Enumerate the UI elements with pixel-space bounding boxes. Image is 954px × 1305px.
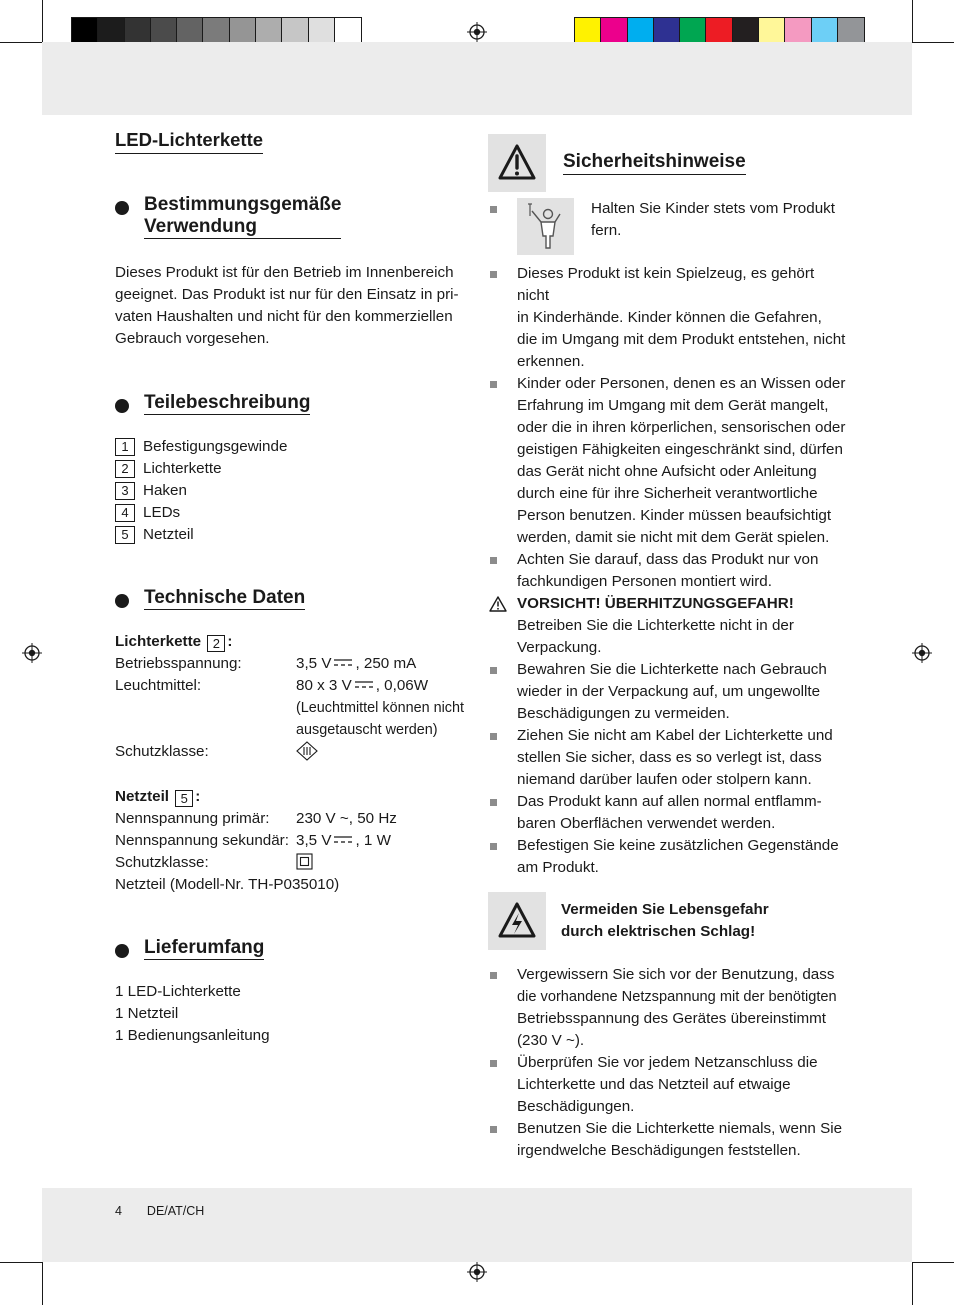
psu-model: Netzteil (Modell-Nr. TH-P035010) [115, 876, 340, 893]
color-swatch [72, 18, 98, 45]
color-swatch [203, 18, 229, 45]
safety-heading: Sicherheitshinweise [563, 150, 746, 175]
electric-safety-list [488, 964, 848, 1162]
bullet-dot [115, 594, 129, 608]
spec-row: Nennspannung sekundär: 3,5 V , 1 W [115, 832, 391, 849]
list-item: Vergewissern Sie sich vor der Benutzung, dass die vorhandene Netzspannung mit der benötigten Betriebsspannung des Gerätes übereinstimmt (230 V ~). [488, 964, 848, 1052]
dc-current-icon [333, 658, 353, 667]
list-item: 1 Netzteil [115, 1005, 179, 1022]
spec-row: (Leuchtmittel können nicht ausgetauscht werden) [296, 700, 464, 738]
page-title: LED-Lichterkette [115, 128, 263, 154]
crop-mark [912, 1262, 913, 1305]
tech-heading [115, 587, 465, 610]
part-number: 4 [115, 504, 135, 522]
list-item: Benutzen Sie die Lichterkette niemals, wenn Sie irgendwelche Beschädigungen feststellen. [488, 1118, 848, 1162]
color-swatch [838, 18, 864, 45]
bullet-square [490, 733, 497, 740]
color-swatch [335, 18, 361, 45]
delivery-title: Lieferumfang [144, 937, 265, 958]
bullet-dot [115, 944, 129, 958]
tech-title: Technische Daten [144, 587, 306, 608]
color-swatch [733, 18, 759, 45]
part-number: 2 [207, 635, 225, 652]
part-number: 2 [115, 460, 135, 478]
list-item: Kinder oder Personen, denen es an Wissen oder Erfahrung im Umgang mit dem Gerät mangelt, oder die in ihren körperlichen, sensorischen oder geistigen Fähigkeiten eingeschränkt sind, dürfen das Gerät nicht ohne Aufsicht oder Anleitung durch eine für ihre Sicherheit verantwortliche Person benutzen. Kinder müssen beaufsichtigt werden, damit sie nicht mit dem Gerät spielen. [488, 373, 848, 549]
intended-use-title: Bestimmungsgemäße Verwendung [144, 194, 342, 237]
bullet-square [490, 799, 497, 806]
color-swatch [785, 18, 811, 45]
electric-warning-title: Vermeiden Sie Lebensgefahr durch elektrischen Schlag! [561, 901, 769, 940]
warning-triangle-icon [488, 134, 546, 192]
bullet-square [490, 381, 497, 388]
bullet-dot [115, 201, 129, 215]
crop-mark [912, 0, 913, 42]
footer-band [42, 1188, 912, 1262]
intended-use-text: Dieses Produkt ist für den Betrieb im Innenbereich geeignet. Das Produkt ist nur für den Einsatz in pri- vaten Haushalten und nicht für den kommerziellen Gebrauch vorgesehen. [115, 264, 459, 347]
list-item: 1 Befestigungsgewinde [115, 436, 465, 458]
bullet-square [490, 271, 497, 278]
registration-mark-icon [912, 643, 932, 663]
warning-box [488, 134, 546, 192]
crop-mark [912, 1262, 954, 1263]
color-swatch [680, 18, 706, 45]
color-swatch [177, 18, 203, 45]
color-swatch [759, 18, 785, 45]
color-swatch [230, 18, 256, 45]
parts-title: Teilebeschreibung [144, 392, 311, 413]
color-swatch [706, 18, 732, 45]
warning-triangle-icon [489, 596, 507, 612]
list-item: 4 LEDs [115, 502, 465, 524]
delivery-list [115, 981, 465, 1047]
spec-row: Schutzklasse: [115, 741, 465, 764]
bullet-square [490, 972, 497, 979]
bullet-square [490, 1126, 497, 1133]
electric-warning-box [488, 892, 546, 950]
list-item: Das Produkt kann auf allen normal entflamm- baren Oberflächen verwendet werden. [488, 791, 848, 835]
locale-label: DE/AT/CH [146, 1204, 205, 1218]
bullet-square [490, 206, 497, 213]
psu-spec-heading: Netzteil 5 : [115, 788, 201, 806]
crop-mark [912, 42, 954, 43]
list-item: 1 Bedienungsanleitung [115, 1027, 270, 1044]
registration-mark-icon [22, 643, 42, 663]
part-number: 5 [115, 526, 135, 544]
crop-mark [42, 0, 43, 42]
page-footer [115, 1203, 204, 1219]
spec-row: Leuchtmittel: 80 x 3 V , 0,06W [115, 677, 429, 694]
color-swatch [151, 18, 177, 45]
list-item: Achten Sie darauf, dass das Produkt nur von fachkundigen Personen montiert wird. [488, 549, 848, 593]
color-swatch [575, 18, 601, 45]
crop-mark [0, 1262, 42, 1263]
part-number: 3 [115, 482, 135, 500]
protection-class-3-icon [296, 741, 318, 761]
left-column [115, 128, 465, 1047]
bullet-dot [115, 399, 129, 413]
list-item: Halten Sie Kinder stets vom Produkt fern. [488, 198, 848, 256]
list-item: Überprüfen Sie vor jedem Netzanschluss die Lichterkette und das Netzteil auf etwaige Beschädigungen. [488, 1052, 848, 1118]
caution-title: VORSICHT! ÜBERHITZUNGSGEFAHR! [517, 595, 794, 612]
list-item: 1 LED-Lichterkette [115, 983, 241, 1000]
color-swatch [628, 18, 654, 45]
bullet-square [490, 1060, 497, 1067]
list-item: 5 Netzteil [115, 524, 465, 546]
list-item: Ziehen Sie nicht am Kabel der Lichterkette und stellen Sie sicher, dass es so verlegt ist, dass niemand darüber laufen oder stolpern kann. [488, 725, 848, 791]
list-item: Befestigen Sie keine zusätzlichen Gegenstände am Produkt. [488, 835, 848, 879]
bullet-square [490, 557, 497, 564]
children-warning-icon [517, 198, 574, 255]
part-number: 5 [175, 790, 193, 807]
color-swatch [125, 18, 151, 45]
bullet-square [490, 667, 497, 674]
color-swatch [309, 18, 335, 45]
chain-spec-heading: Lichterkette 2 : [115, 633, 233, 651]
color-swatch [98, 18, 124, 45]
caution-item: VORSICHT! ÜBERHITZUNGSGEFAHR! Betreiben Sie die Lichterkette nicht in der Verpackung. [488, 593, 848, 659]
list-item: Bewahren Sie die Lichterkette nach Gebrauch wieder in der Verpackung auf, um ungewollte Beschädigungen zu vermeiden. [488, 659, 848, 725]
bullet-square [490, 843, 497, 850]
color-swatch [601, 18, 627, 45]
intended-use-heading [115, 194, 465, 239]
dc-current-icon [354, 680, 374, 689]
part-number: 1 [115, 438, 135, 456]
header-band [42, 42, 912, 115]
delivery-heading [115, 937, 465, 960]
color-swatch [282, 18, 308, 45]
list-item: Dieses Produkt ist kein Spielzeug, es gehört nicht in Kinderhände. Kinder können die Gefahren, die im Umgang mit dem Produkt entstehen, nicht erkennen. [488, 263, 848, 373]
registration-mark-icon [467, 22, 487, 42]
high-voltage-icon [488, 892, 546, 950]
page-number: 4 [115, 1204, 122, 1218]
parts-heading [115, 392, 465, 415]
registration-mark-icon [467, 1262, 487, 1282]
dc-current-icon [333, 835, 353, 844]
spec-row: Betriebsspannung: 3,5 V , 250 mA [115, 655, 417, 672]
list-item: 2 Lichterkette [115, 458, 465, 480]
color-swatch [654, 18, 680, 45]
color-swatch [256, 18, 282, 45]
list-item: 3 Haken [115, 480, 465, 502]
crop-mark [0, 42, 42, 43]
parts-list [115, 436, 465, 546]
color-swatch [812, 18, 838, 45]
spec-row: Nennspannung primär: 230 V ~, 50 Hz [115, 810, 397, 827]
spec-row: Schutzklasse: [115, 852, 465, 874]
safety-list [488, 198, 848, 879]
crop-mark [42, 1262, 43, 1305]
protection-class-2-icon [296, 853, 313, 870]
